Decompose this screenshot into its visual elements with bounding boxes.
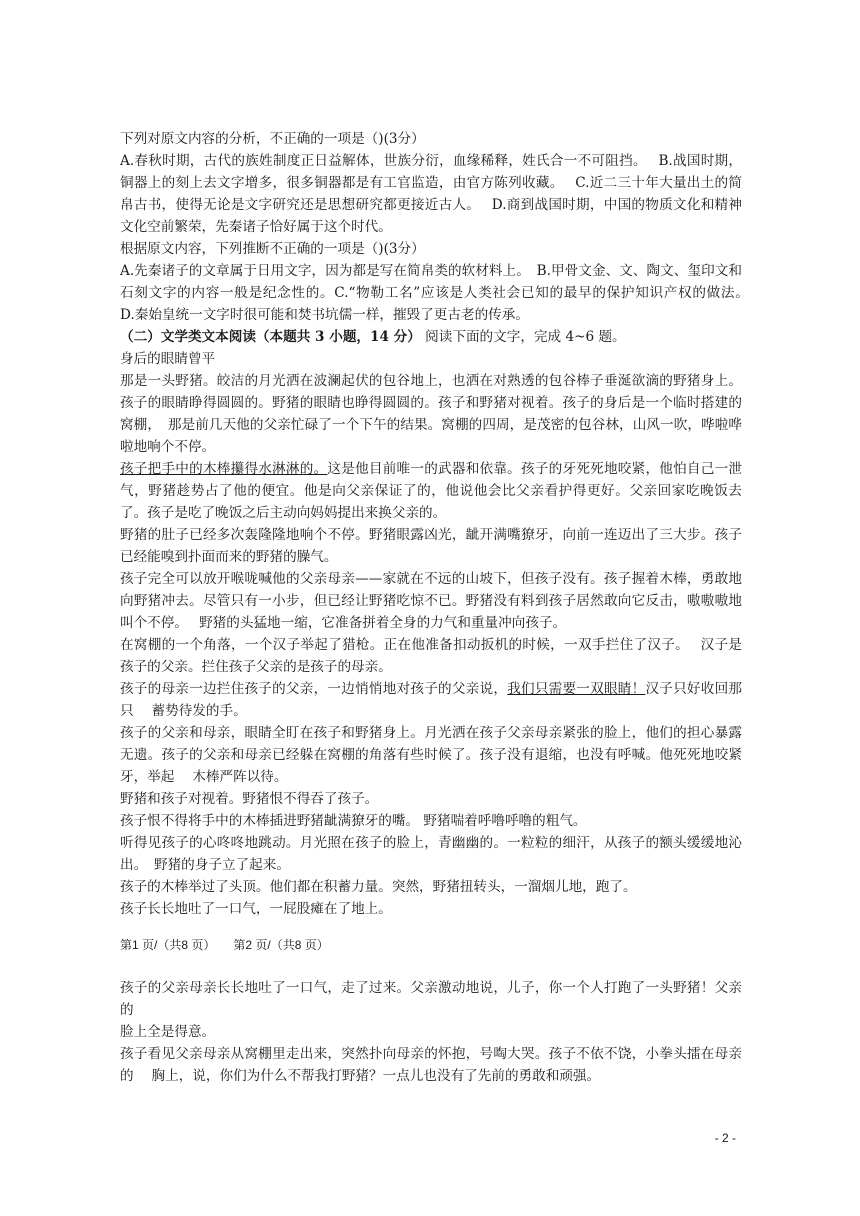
story-paragraph: 孩子的父亲母亲长长地吐了一口气，走了过来。父亲激动地说，儿子，你一个人打跑了一头野猪！父亲的 xyxy=(120,980,742,1018)
story-paragraph: 孩子看见父亲母亲从窝棚里走出来，突然扑向母亲的怀抱，号啕大哭。孩子不依不饶，小拳头擂在母亲的 胸上，说，你们为什么不帮我打野猪？一点儿也没有了先前的勇敢和顽强。 xyxy=(120,1046,742,1084)
story-paragraph: 在窝棚的一个角落，一个汉子举起了猎枪。正在他准备扣动扳机的时候，一双手拦住了汉子。 汉子是孩子的父亲。拦住孩子父亲的是孩子的母亲。 xyxy=(120,637,742,675)
underlined-sentence: 孩子把手中的木棒攥得水淋淋的。 xyxy=(120,461,328,477)
story-paragraph: 那是一头野猪。皎洁的月光洒在波澜起伏的包谷地上，也洒在对熟透的包谷棒子垂涎欲滴的野猪身上。孩子的眼睛睁得圆圆的。野猪的眼睛也睁得圆圆的。孩子和野猪对视着。孩子的身后是一个临时搭建的窝棚， 那是前几天他的父亲忙碌了一个下午的结果。窝棚的四周，是茂密的包谷林，山风一吹，哗啦哗啦地响个不停。 xyxy=(120,373,742,455)
story-paragraph: 孩子把手中的木棒攥得水淋淋的。这是他目前唯一的武器和依靠。孩子的牙死死地咬紧，他怕自己一泄气，野猪趁势占了他的便宜。他是向父亲保证了的，他说他会比父亲看护得更好。父亲回家吃晚饭去了。孩子是吃了晚饭之后主动向妈妈提出来换父亲的。 xyxy=(120,461,743,521)
story-paragraph: 孩子的父亲和母亲，眼睛全盯在孩子和野猪身上。月光洒在孩子父亲母亲紧张的脸上，他们的担心暴露无遗。孩子的父亲和母亲已经躲在窝棚的角落有些时候了。孩子没有退缩，也没有呼喊。他死死地咬紧牙，举起 木棒严阵以待。 xyxy=(120,725,742,785)
question-3-stem: 根据原文内容，下列推断不正确的一项是（)(3分） xyxy=(120,241,425,257)
story-paragraph: 孩子完全可以放开喉咙喊他的父亲母亲——家就在不远的山坡下，但孩子没有。孩子握着木棒，勇敢地向野猪冲去。尽管只有一小步，但已经让野猪吃惊不已。野猪没有料到孩子居然敢向它反击，嗷嗷嗷地叫个不停。 野猪的头猛地一缩，它准备拼着全身的力气和重量冲向孩子。 xyxy=(120,571,742,631)
story-title: 身后的眼睛曾平 xyxy=(120,351,216,367)
story-paragraph: 孩子的母亲一边拦住孩子的父亲，一边悄悄地对孩子的父亲说，我们只需要一双眼睛！汉子只好收回那只 蓄势待发的手。 xyxy=(120,681,743,719)
section-title: （二）文学类文本阅读（本题共 3 小题，14 分） xyxy=(120,329,421,345)
page-number: - 2 - xyxy=(714,1131,736,1145)
story-paragraph: 野猪和孩子对视着。野猪恨不得吞了孩子。 xyxy=(120,791,379,807)
question-3-options: A.先秦诸子的文章属于日用文字，因为都是写在简帛类的软材料上。 B.甲骨文金、文、陶文、玺印文和石刻文字的内容一般是纪念性的。C.“物勒工名”应该是人类社会已知的最早的保护知识产权的做法。 D.秦始皇统一文字时很可能和焚书坑儒一样，摧毁了更古老的传承。 xyxy=(120,263,760,323)
section-heading xyxy=(120,326,742,348)
question-2-stem: 下列对原文内容的分析，不正确的一项是（)(3分） xyxy=(120,131,425,147)
question-2-options: A.春秋时期，古代的族姓制度正日益解体，世族分衍，血缘稀释，姓氏合一不可阻挡。 B.战国时期，铜器上的刻上去文字增多，很多铜器都是有工官监造，由官方陈列收藏。 C.近二三十年大量出土的简帛古书，使得无论是文字研究还是思想研究都更接近古人。 D.商到战国时期，中国的物质文化和精神文化空前繁荣，先秦诸子恰好属于这个时代。 xyxy=(120,153,742,235)
story-paragraph: 听得见孩子的心咚咚地跳动。月光照在孩子的脸上，青幽幽的。一粒粒的细汗，从孩子的额头缓缓地沁出。 野猪的身子立了起来。 xyxy=(120,835,742,873)
story-paragraph: 孩子长长地吐了一口气，一屁股瘫在了地上。 xyxy=(120,901,392,917)
page-footer: 第1 页/（共8 页） 第2 页/（共8 页） xyxy=(120,938,329,952)
document-page xyxy=(120,128,760,1087)
story-paragraph: 野猪的肚子已经多次轰隆隆地响个不停。野猪眼露凶光，龇开满嘴獠牙，向前一连迈出了三大步。孩子已经能嗅到扑面而来的野猪的臊气。 xyxy=(120,527,742,565)
section-instruction: 阅读下面的文字，完成 4~6 题。 xyxy=(420,329,626,345)
underlined-sentence: 我们只需要一双眼睛！ xyxy=(507,681,646,697)
story-paragraph: 孩子的木棒举过了头顶。他们都在积蓄力量。突然，野猪扭转头，一溜烟儿地，跑了。 xyxy=(120,879,637,895)
story-paragraph: 孩子恨不得将手中的木棒插进野猪龇满獠牙的嘴。 野猪喘着呼噜呼噜的粗气。 xyxy=(120,813,587,829)
story-paragraph: 脸上全是得意。 xyxy=(120,1024,216,1040)
